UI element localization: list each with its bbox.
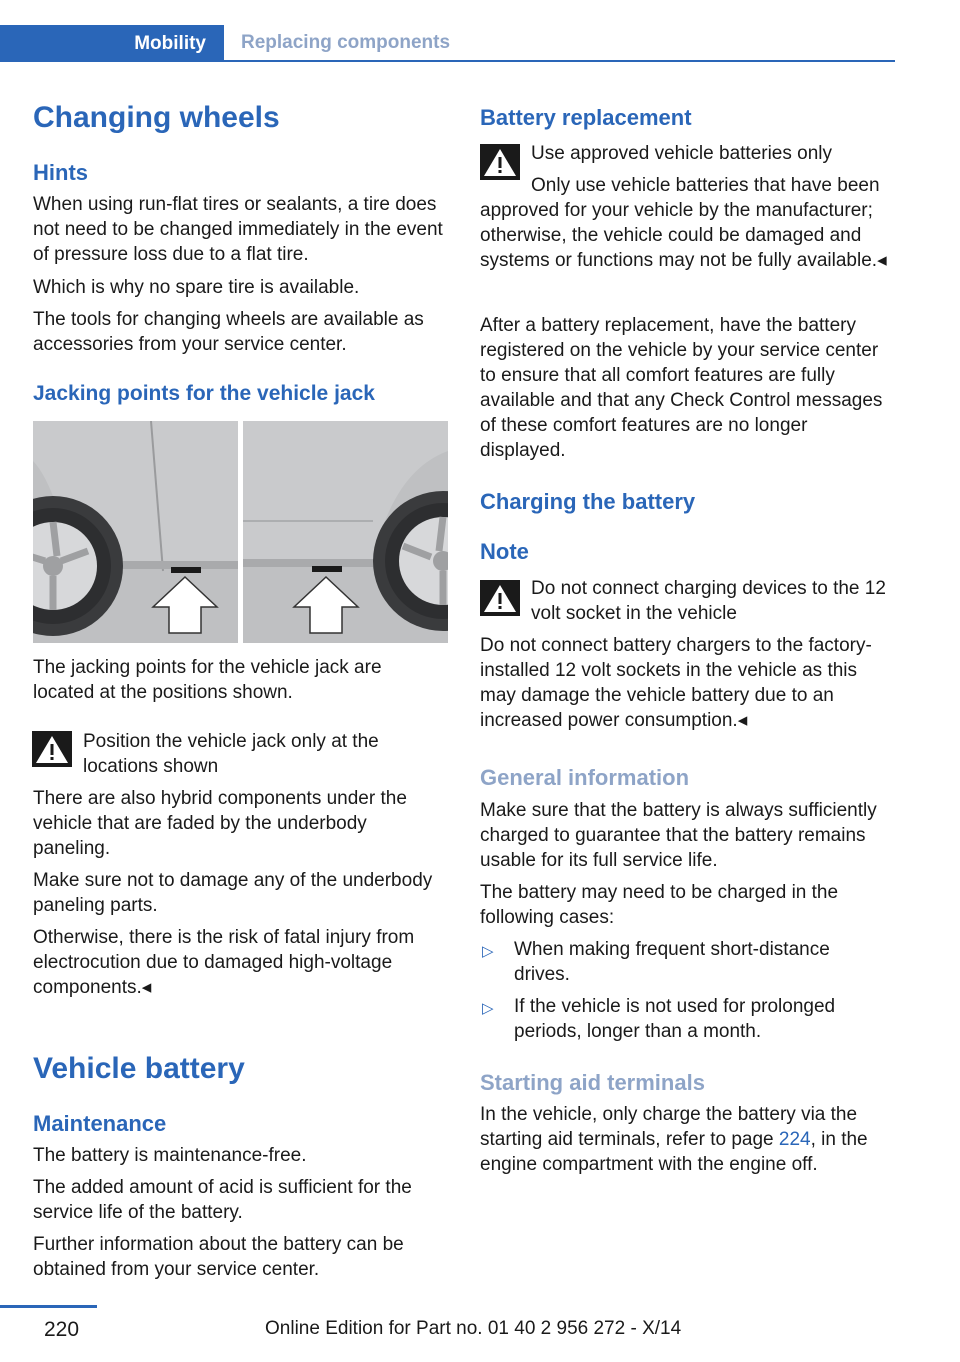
page-reference-link[interactable]: 224 [778,1129,811,1150]
heading-starting-aid-terminals: Starting aid terminals [480,1070,705,1095]
jacking-points-illustration [33,421,448,643]
replacement-paragraph: After a battery replacement, have the battery registered on the vehicle by your service center to ensure that all comfort features are fully available and that any Check Control messages of these comfort features are no longer displayed. [480,315,883,461]
hints-paragraph-1: When using run-flat tires or sealants, a tire does not need to be changed immediately in the event of pressure loss due to a flat tire. [33,194,443,265]
warning-charging-devices-title: Do not connect charging devices to the 12 volt socket in the vehicle [531,578,886,624]
warning-jack-paragraph-1: There are also hybrid components under the vehicle that are faded by the underbody paneling. [33,788,407,859]
list-item: When making frequent short-distance drives. [514,939,830,985]
warning-jack-location-title: Position the vehicle jack only at the locations shown [83,731,379,777]
heading-vehicle-battery: Vehicle battery [33,1052,245,1085]
tab-replacing-components[interactable]: Replacing components [241,31,451,53]
hints-paragraph-2: Which is why no spare tire is available. [33,277,360,298]
starting-aid-text-after: , in the engine compartment with the engine off. [480,1129,868,1175]
heading-note: Note [480,539,529,564]
warning-approved-batteries-paragraph: Only use vehicle batteries that have been approved for your vehicle by the manufacturer; otherwise, the vehicle could be damaged and systems or functions may not be fully available.◂ [480,175,887,271]
general-paragraph-2: The battery may need to be charged in the following cases: [480,882,839,928]
warning-triangle-icon [480,580,520,616]
general-paragraph-1: Make sure that the battery is always sufficiently charged to guarantee that the battery remains usable for its full service life. [480,800,877,871]
heading-jacking-points: Jacking points for the vehicle jack [33,382,375,405]
tab-mobility[interactable]: Mobility [0,25,224,62]
starting-aid-paragraph [480,1102,892,1177]
maintenance-paragraph-1: The battery is maintenance-free. [33,1145,307,1166]
maintenance-paragraph-3: Further information about the battery can be obtained from your service center. [33,1234,404,1280]
starting-aid-text-before: In the vehicle, only charge the battery via the starting aid terminals, refer to page [480,1104,858,1150]
list-item: If the vehicle is not used for prolonged periods, longer than a month. [514,996,836,1042]
bullet-icon: ▷ [482,943,494,960]
warning-triangle-icon [32,731,72,767]
heading-hints: Hints [33,160,88,185]
header-tabs [0,25,895,62]
maintenance-paragraph-2: The added amount of acid is sufficient for the service life of the battery. [33,1177,412,1223]
warning-charging-devices-paragraph: Do not connect battery chargers to the factory-installed 12 volt sockets in the vehicle as this may damage the vehicle battery due to an increased power consumption.◂ [480,635,872,731]
heading-general-information: General information [480,765,690,790]
warning-jack-paragraph-2: Make sure not to damage any of the underbody paneling parts. [33,870,433,916]
heading-battery-replacement: Battery replacement [480,105,692,130]
jacking-paragraph: The jacking points for the vehicle jack are located at the positions shown. [33,657,382,703]
warning-approved-batteries-title: Use approved vehicle batteries only [531,143,833,164]
warning-jack-paragraph-3: Otherwise, there is the risk of fatal injury from electrocution due to damaged high-voltage components.◂ [33,927,415,998]
page-number: 220 [44,1318,80,1341]
heading-maintenance: Maintenance [33,1111,167,1136]
edition-note: Online Edition for Part no. 01 40 2 956 272 - X/14 [265,1318,682,1339]
bullet-icon: ▷ [482,1000,494,1017]
heading-changing-wheels: Changing wheels [33,101,280,134]
hints-paragraph-3: The tools for changing wheels are available as accessories from your service center. [33,309,424,355]
header-rule [0,60,895,62]
footer-rule [0,1305,97,1308]
heading-charging-battery: Charging the battery [480,489,696,514]
